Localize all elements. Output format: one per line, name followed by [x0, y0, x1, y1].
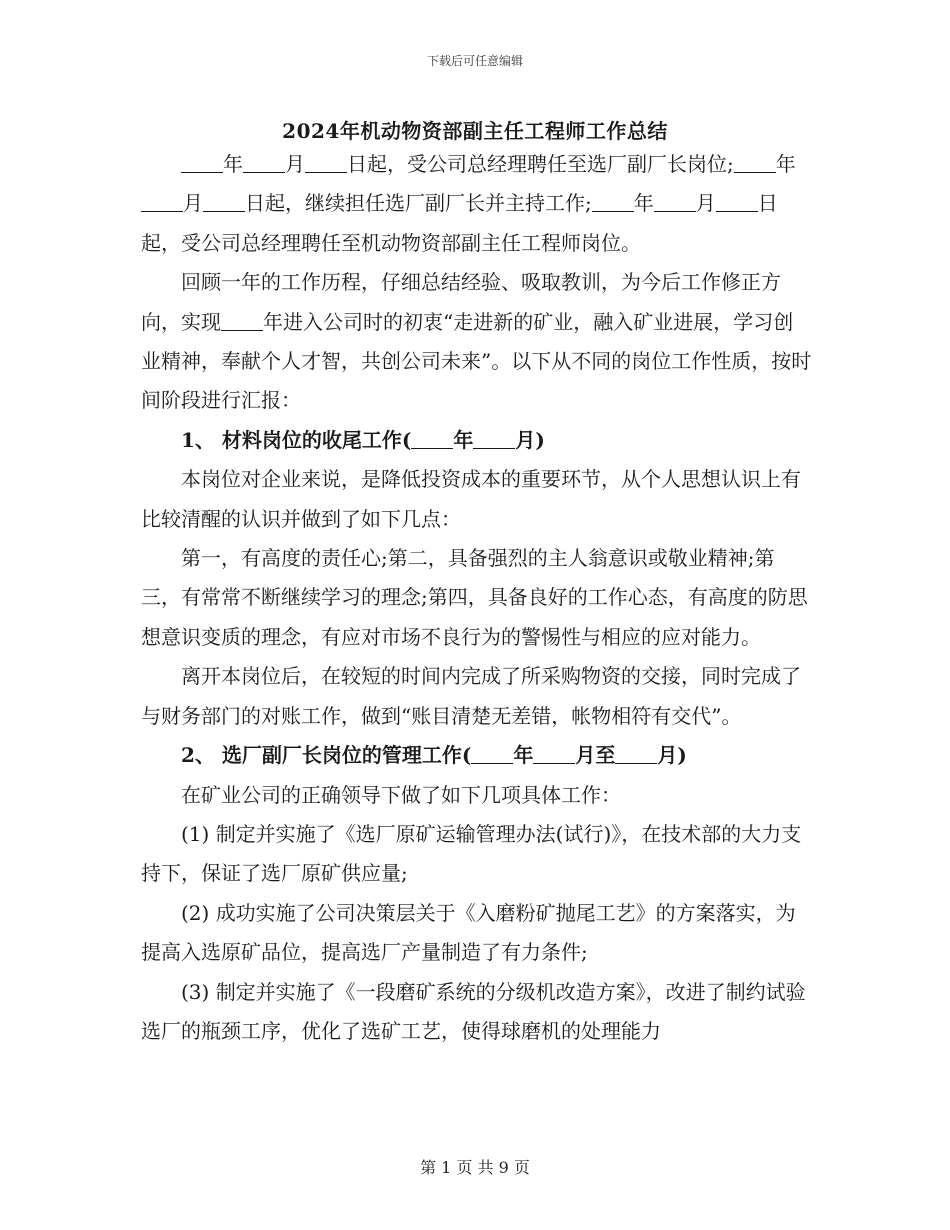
date-blank	[305, 152, 347, 173]
page-footer: 第 1 页 共 9 页	[420, 1158, 530, 1177]
list-item: (2) 成功实施了公司决策层关于《入磨粉矿抛尾工艺》的方案落实，为提高入选原矿品位，提高选厂产量制造了有力条件;	[141, 900, 796, 965]
section-heading-2: 2、 选厂副厂长岗位的管理工作( 年 月至 月)	[181, 743, 687, 768]
list-item: (1) 制定并实施了《选厂原矿运输管理办法(试行)》，在技术部的大力支持下，保证了选厂原矿供应量;	[141, 821, 802, 886]
document-title: 2024年机动物资部副主任工程师工作总结	[282, 119, 668, 143]
date-blank	[181, 152, 223, 173]
date-blank	[473, 428, 515, 449]
date-blank	[716, 191, 758, 212]
page-header: 下载后可任意编辑	[426, 54, 523, 68]
date-blank	[141, 191, 183, 212]
date-blank	[734, 152, 776, 173]
date-blank	[654, 191, 696, 212]
section-heading-1: 1、 材料岗位的收尾工作( 年 月)	[181, 427, 545, 452]
date-blank	[615, 743, 657, 764]
paragraph: 离开本岗位后，在较短的时间内完成了所采购物资的交接，同时完成了与财务部门的对账工作，做到“账目清楚无差错，帐物相符有交代”。	[141, 664, 801, 728]
document-body	[141, 145, 813, 1051]
paragraph: 本岗位对企业来说，是降低投资成本的重要环节，从个人思想认识上有比较清醒的认识并做到了如下几点：	[141, 467, 801, 531]
paragraph: 第一，有高度的责任心;第二，具备强烈的主人翁意识或敬业精神;第三，有常常不断继续学习的理念;第四，具备良好的工作心态，有高度的防思想意识变质的理念，有应对市场不良行为的警惕性与相应的应对能力。	[141, 546, 808, 649]
date-blank	[592, 191, 634, 212]
date-blank	[203, 191, 245, 212]
paragraph-review: 回顾一年的工作历程，仔细总结经验、吸取教训，为今后工作修正方向，实现 年进入公司时的初衷“走进新的矿业，融入矿业进展，学习创业精神，奉献个人才智，共创公司未来”。以下从不同的岗位工作性质，按时间阶段进行汇报：	[141, 270, 812, 413]
date-blank	[533, 743, 575, 764]
paragraph: 在矿业公司的正确领导下做了如下几项具体工作：	[181, 782, 621, 807]
date-blank	[243, 152, 285, 173]
list-item: (3) 制定并实施了《一段磨矿系统的分级机改造方案》，改进了制约试验选厂的瓶颈工序，优化了选矿工艺，使得球磨机的处理能力	[141, 979, 806, 1043]
date-blank	[471, 743, 513, 764]
paragraph-appointments: 年 月 日起，受公司总经理聘任至选厂副厂长岗位; 年月 日起，继续担任选厂副厂长并主持工作; 年 月 日起，受公司总经理聘任至机动物资部副主任工程师岗位。	[141, 152, 796, 255]
date-blank	[221, 310, 263, 331]
date-blank	[411, 428, 453, 449]
